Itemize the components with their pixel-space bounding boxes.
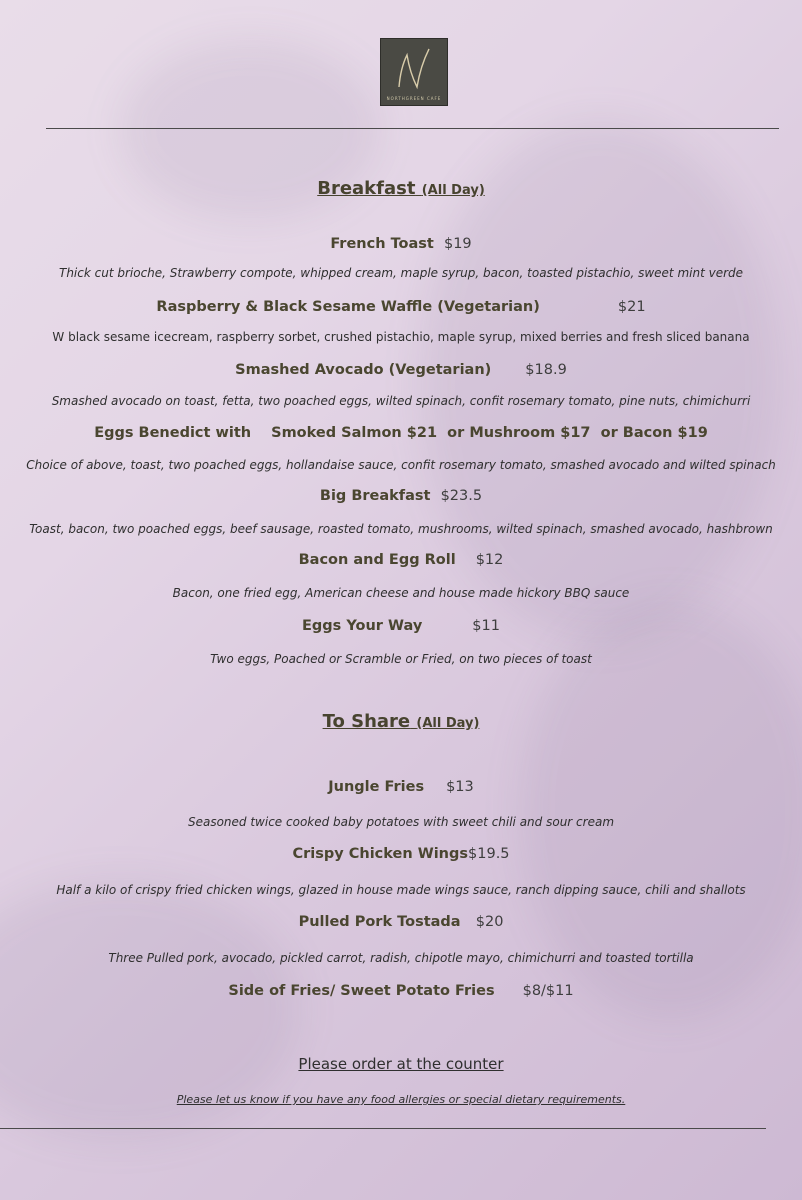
item-desc-smashed-avocado: Smashed avocado on toast, fetta, two poached eggs, wilted spinach, confit rosemary tomato, pine nuts, chimichurri	[51, 394, 751, 408]
menu-item-chicken-wings: Crispy Chicken Wings$19.5	[292, 846, 510, 862]
item-desc-eggs-benedict: Choice of above, toast, two poached eggs, hollandaise sauce, confit rosemary tomato, smashed avocado and wilted spinach	[26, 458, 776, 472]
footer-divider	[0, 1128, 766, 1129]
menu-item-eggs-your-way: Eggs Your Way $11	[302, 618, 500, 634]
item-desc-eggs-your-way: Two eggs, Poached or Scramble or Fried, on two pieces of toast	[210, 652, 592, 666]
cafe-logo	[380, 38, 448, 106]
item-desc-french-toast: Thick cut brioche, Strawberry compote, whipped cream, maple syrup, bacon, toasted pistachio, sweet mint verde	[58, 266, 744, 280]
item-desc-waffle: W black sesame icecream, raspberry sorbet, crushed pistachio, maple syrup, mixed berries and fresh sliced banana	[52, 330, 750, 344]
menu-item-smashed-avocado: Smashed Avocado (Vegetarian) $18.9	[235, 362, 567, 378]
item-desc-chicken-wings: Half a kilo of crispy fried chicken wings, glazed in house made wings sauce, ranch dipping sauce, chili and shallots	[56, 883, 746, 897]
menu-item-big-breakfast: Big Breakfast $23.5	[319, 488, 483, 504]
menu-item-waffle: Raspberry & Black Sesame Waffle (Vegetarian) $21	[156, 299, 646, 315]
item-desc-big-breakfast: Toast, bacon, two poached eggs, beef sausage, roasted tomato, mushrooms, wilted spinach, smashed avocado, hashbrown	[29, 522, 773, 536]
item-desc-pulled-pork-tostada: Three Pulled pork, avocado, pickled carrot, radish, chipotle mayo, chimichurri and toasted tortilla	[108, 951, 694, 965]
logo-subtitle: NORTHGREEN CAFE	[386, 96, 442, 101]
menu-item-pulled-pork-tostada: Pulled Pork Tostada $20	[298, 914, 504, 930]
section-title-to-share: To Share (All Day)	[322, 711, 480, 732]
menu-item-side-fries: Side of Fries/ Sweet Potato Fries $8/$11	[228, 983, 574, 999]
menu-item-bacon-egg-roll: Bacon and Egg Roll $12	[298, 552, 504, 568]
logo-n-icon	[391, 45, 437, 95]
section-title-breakfast: Breakfast (All Day)	[317, 178, 485, 199]
allergy-note: Please let us know if you have any food allergies or special dietary requirements.	[176, 1093, 626, 1106]
order-at-counter-note: Please order at the counter	[298, 1055, 504, 1073]
item-desc-bacon-egg-roll: Bacon, one fried egg, American cheese and house made hickory BBQ sauce	[172, 586, 630, 600]
item-desc-jungle-fries: Seasoned twice cooked baby potatoes with sweet chili and sour cream	[187, 815, 615, 829]
header-divider	[46, 128, 779, 129]
menu-item-jungle-fries: Jungle Fries $13	[328, 779, 474, 795]
menu-item-eggs-benedict: Eggs Benedict with Smoked Salmon $21 or Mushroom $17 or Bacon $19	[94, 425, 708, 441]
menu-item-french-toast: French Toast $19	[330, 236, 472, 252]
